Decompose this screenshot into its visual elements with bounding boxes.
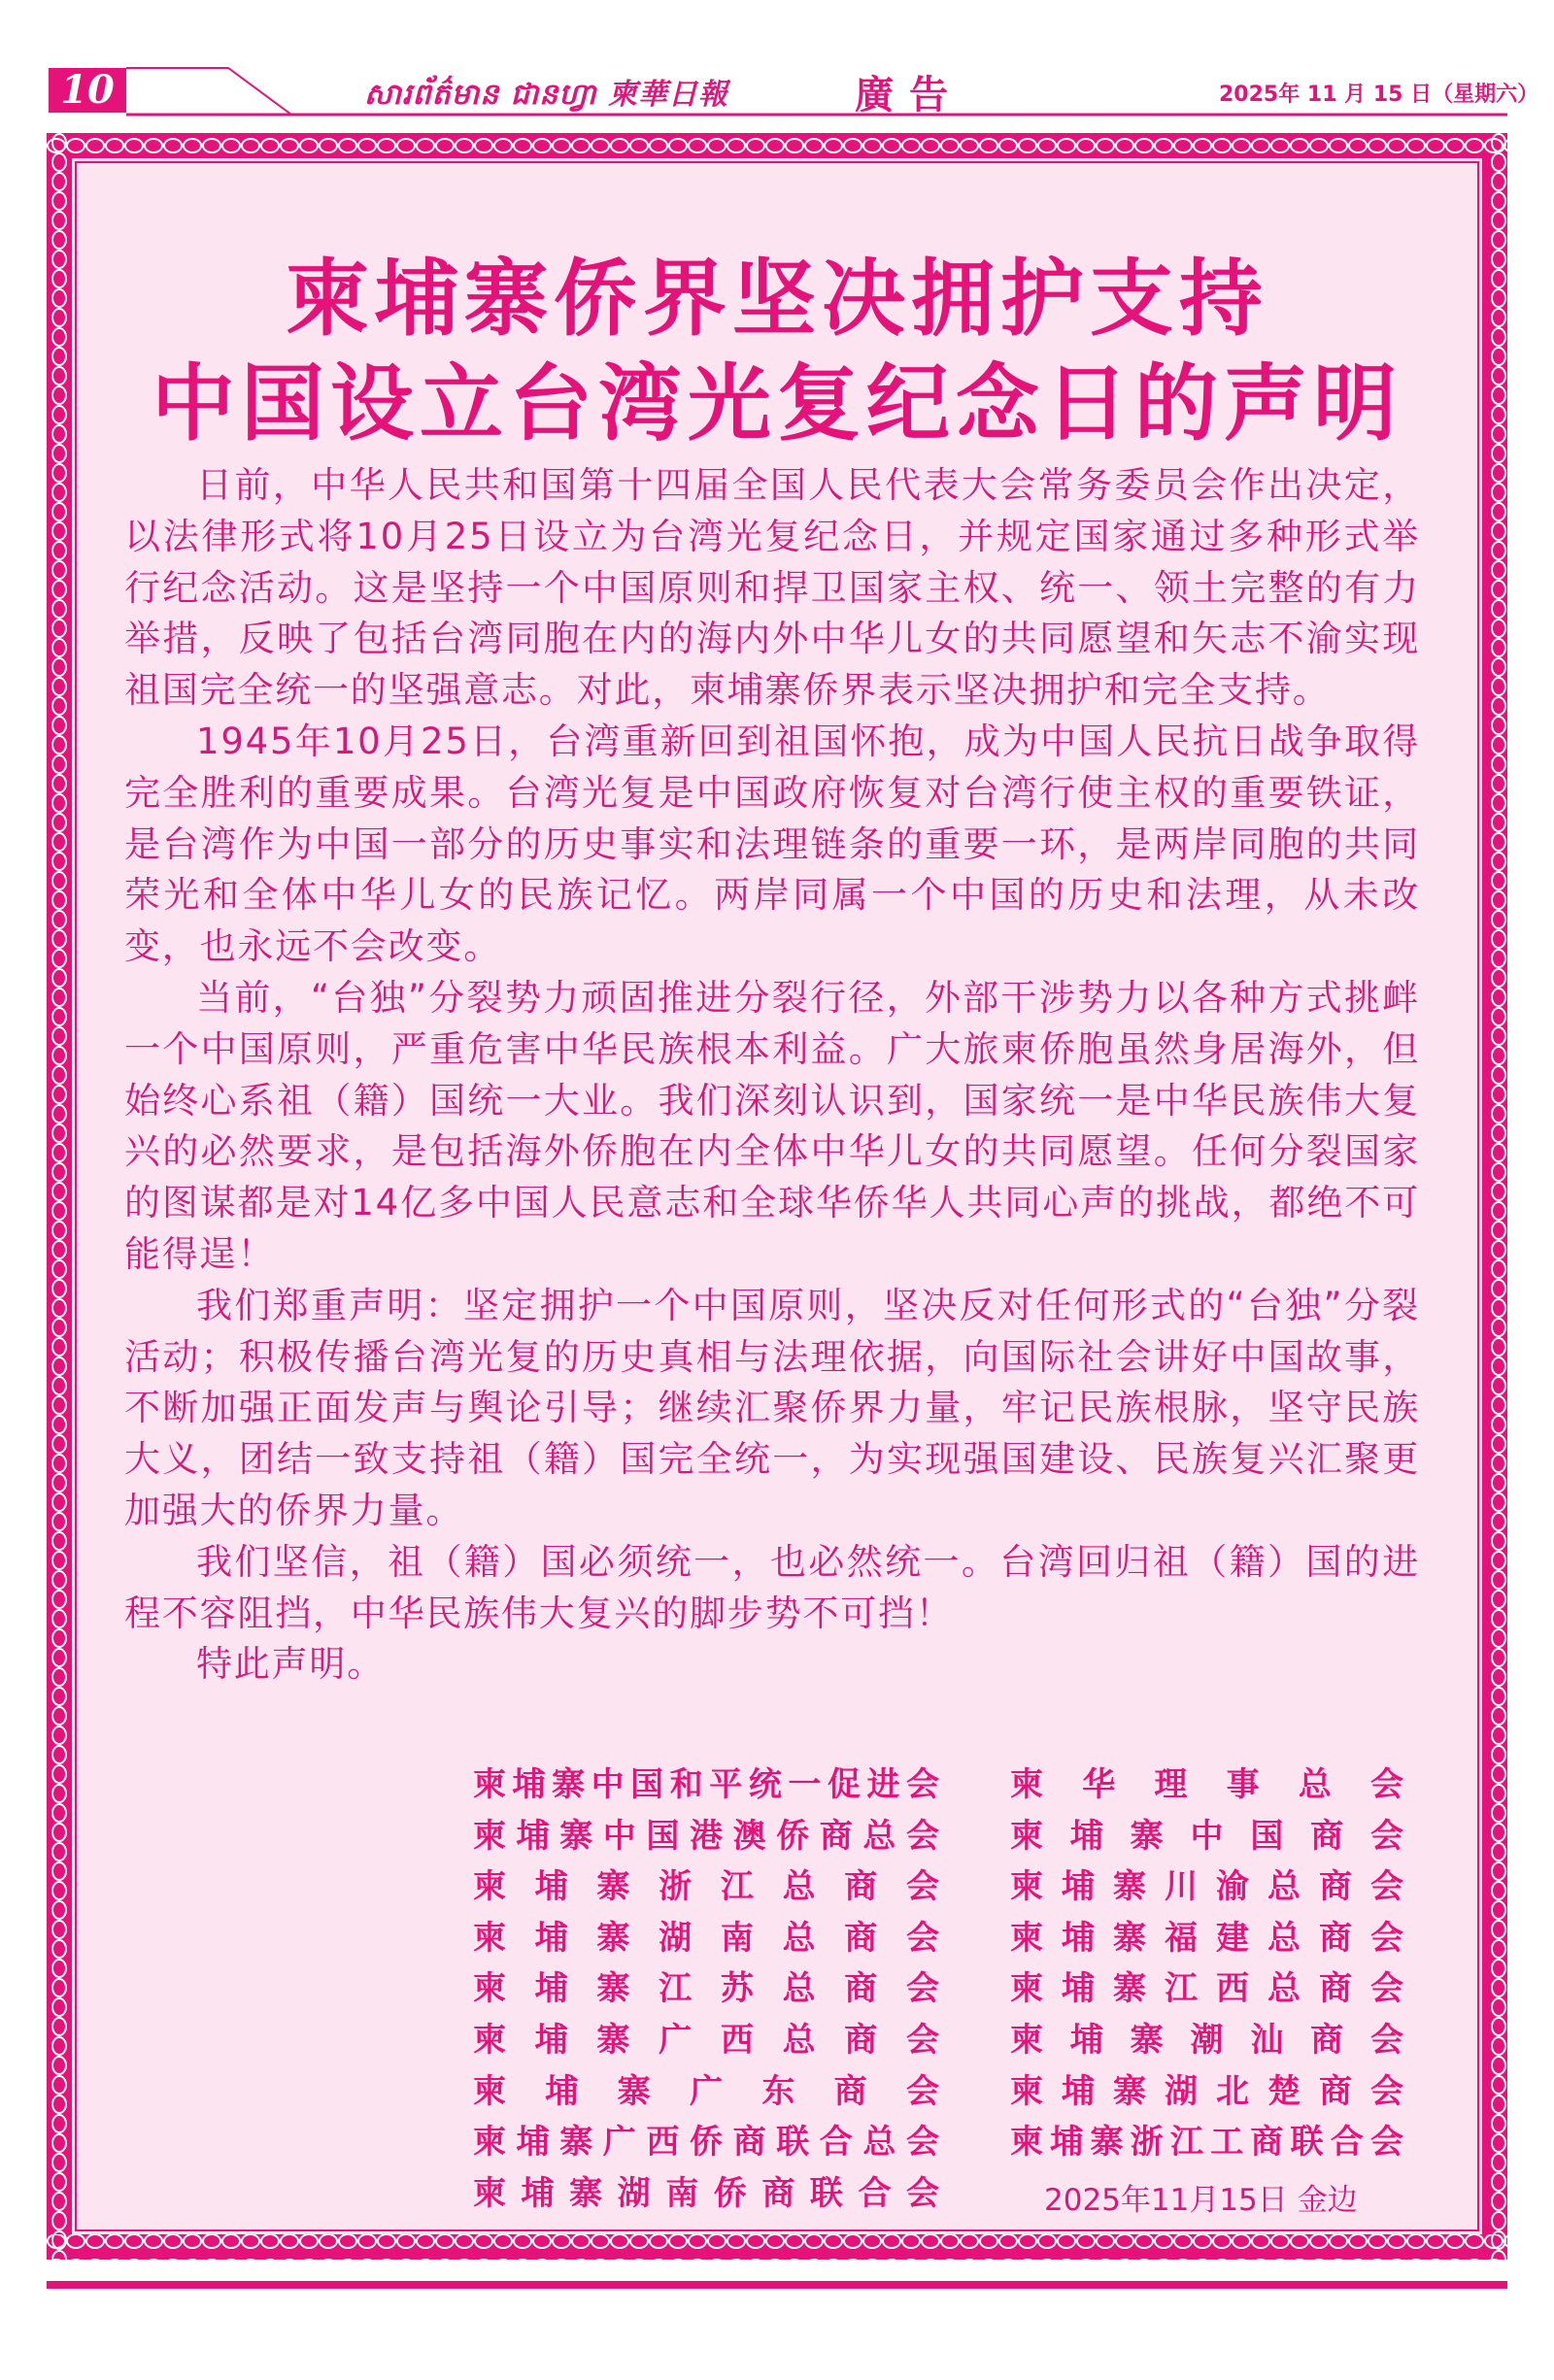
signatory: 柬埔寨湖北楚商会 (1010, 2071, 1403, 2111)
signatory: 柬埔寨浙江工商联合会 (1010, 2123, 1403, 2162)
signatory: 柬埔寨中国商会 (1010, 1816, 1403, 1856)
signatory: 柬埔寨江苏总商会 (473, 1969, 939, 2009)
headline-line-2: 中国设立台湾光复纪念日的声明 (152, 355, 1402, 453)
signatories-left-column (473, 1760, 939, 2219)
signatory: 柬埔寨中国和平统一促进会 (473, 1765, 939, 1804)
signatory: 柬埔寨广西侨商联合总会 (473, 2123, 939, 2162)
signatory: 柬埔寨湖南总商会 (473, 1918, 939, 1958)
signatory: 柬埔寨福建总商会 (1010, 1918, 1403, 1958)
bottom-rule (47, 2281, 1507, 2289)
statement-body (124, 460, 1420, 1691)
paragraph: 日前，中华人民共和国第十四届全国人民代表大会常务委员会作出决定，以法律形式将10月25日设立为台湾光复纪念日，并规定国家通过多种形式举行纪念活动。这是坚持一个中国原则和捍卫国家主权、统一、领土完整的有力举措，反映了包括台湾同胞在内的海内外中华儿女的共同愿望和矢志不渝实现祖国完全统一的坚强意志。对此，柬埔寨侨界表示坚决拥护和完全支持。 (124, 464, 1420, 712)
signatory: 柬埔寨广东商会 (473, 2071, 939, 2111)
newspaper-masthead: សារព័ត៌មាន ជានហ្វា 柬華日報 (364, 78, 728, 112)
signatory: 柬埔寨广西总商会 (473, 2020, 939, 2060)
signatory: 柬华理事总会 (1010, 1765, 1403, 1804)
signatory: 柬埔寨浙江总商会 (473, 1867, 939, 1907)
headline-line-1: 柬埔寨侨界坚决拥护支持 (286, 251, 1268, 348)
paragraph: 1945年10月25日，台湾重新回到祖国怀抱，成为中国人民抗日战争取得完全胜利的重要成果。台湾光复是中国政府恢复对台湾行使主权的重要铁证，是台湾作为中国一部分的历史事实和法理链条的重要一环，是两岸同胞的共同荣光和全体中华儿女的民族记忆。两岸同属一个中国的历史和法理，从未改变，也永远不会改变。 (124, 720, 1420, 968)
closing-line: 特此声明。 (196, 1643, 385, 1686)
issue-date: 2025年 11 月 15 日（星期六） (1219, 83, 1539, 107)
signatory: 柬埔寨中国港澳侨商总会 (473, 1816, 939, 1856)
statement-date-place: 2025年11月15日 金边 (1044, 2183, 1358, 2218)
signatory: 柬埔寨潮汕商会 (1010, 2020, 1403, 2060)
section-title: 廣告 (855, 73, 963, 117)
signatory: 柬埔寨川渝总商会 (1010, 1867, 1403, 1907)
paragraph: 我们坚信，祖（籍）国必须统一，也必然统一。台湾回归祖（籍）国的进程不容阻挡，中华民族伟大复兴的脚步势不可挡！ (124, 1540, 1420, 1634)
page-header (0, 0, 1554, 126)
signatory: 柬埔寨湖南侨商联合会 (473, 2173, 939, 2213)
paragraph: 我们郑重声明：坚定拥护一个中国原则，坚决反对任何形式的“台独”分裂活动；积极传播台湾光复的历史真相与法理依据，向国际社会讲好中国故事，不断加强正面发声与舆论引导；继续汇聚侨界力量，牢记民族根脉，坚守民族大义，团结一致支持祖（籍）国完全统一，为实现强国建设、民族复兴汇聚更加强大的侨界力量。 (124, 1284, 1420, 1531)
page-number: 10 (49, 68, 126, 113)
paragraph: 当前，“台独”分裂势力顽固推进分裂行径，外部干涉势力以各种方式挑衅一个中国原则，严重危害中华民族根本利益。广大旅柬侨胞虽然身居海外，但始终心系祖（籍）国统一大业。我们深刻认识到，国家统一是中华民族伟大复兴的必然要求，是包括海外侨胞在内全体中华儿女的共同愿望。任何分裂国家的图谋都是对14亿多中国人民意志和全球华侨华人共同心声的挑战，都绝不可能得逞！ (124, 976, 1420, 1275)
signatories-right-column (1010, 1760, 1403, 2168)
signatory: 柬埔寨江西总商会 (1010, 1969, 1403, 2009)
